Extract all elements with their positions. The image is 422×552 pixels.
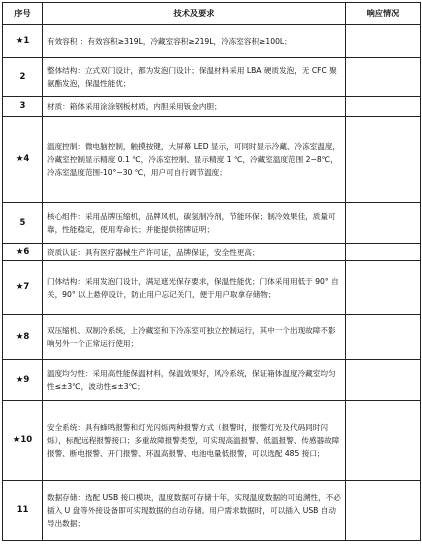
table-row xyxy=(3,203,421,244)
row-number: ★8 xyxy=(3,315,43,360)
header-row xyxy=(3,3,421,25)
row-requirement: 材质：箱体采用涂涂钢板材质，内胆采用钣金内胆； xyxy=(43,97,346,117)
row-number: 11 xyxy=(3,481,43,541)
table-row xyxy=(3,261,421,315)
row-requirement: 门体结构：采用发泡门设计，满足遮光保存要求，保温性能优；门体采用用低于 90° 自关，90° 以上悬停设计，防止用户忘记关门，便于用户取拿存储物； xyxy=(43,261,346,315)
row-requirement: 安全系统：具有蜂鸣报警和灯光闪烁两种报警方式（报警时，报警灯光及代码同时闪烁），标配远程报警接口；多重故障报警类型，可实现高温报警、低温报警、传感器故障报警、断电报警、开门报警、环温高报警、电池电量低报警，可以选配 485 接口； xyxy=(43,401,346,481)
row-response xyxy=(346,25,421,58)
row-requirement: 资质认证：具有医疗器械生产许可证，品牌保证，安全性更高； xyxy=(43,244,346,261)
table-row xyxy=(3,481,421,541)
row-number: ★4 xyxy=(3,117,43,203)
header-no: 序号 xyxy=(3,3,43,25)
table-row xyxy=(3,117,421,203)
row-response xyxy=(346,401,421,481)
row-number: ★6 xyxy=(3,244,43,261)
row-number: ★10 xyxy=(3,401,43,481)
table-row xyxy=(3,58,421,97)
row-response xyxy=(346,117,421,203)
row-number: 3 xyxy=(3,97,43,117)
table-row xyxy=(3,360,421,401)
row-response xyxy=(346,360,421,401)
row-requirement: 双压缩机、双制冷系统，上冷藏室和下冷冻室可独立控制运行，其中一个出现故障不影响另外一个正常运行使用； xyxy=(43,315,346,360)
row-requirement: 整体结构：立式双门设计，都为发泡门设计；保温材料采用 LBA 硬质发泡，无 CFC 聚氨酯发泡，保温性能优； xyxy=(43,58,346,97)
row-response xyxy=(346,244,421,261)
table-row xyxy=(3,97,421,117)
row-requirement: 温度控制：微电脑控制，触摸按键，大屏幕 LED 显示，可同时显示冷藏、冷冻室温度，冷藏室控制显示精度 0.1 ℃，冷冻室控制、显示精度 1 ℃，冷藏室温度范围 2~8℃，冷冻室温度范围-10°~30 ℃，用户可自行调节温度； xyxy=(43,117,346,203)
table-row xyxy=(3,401,421,481)
requirements-table xyxy=(2,2,421,541)
table-row xyxy=(3,315,421,360)
header-requirement: 技术及要求 xyxy=(43,3,346,25)
row-requirement: 温度均匀性：采用高性能保温材料，保温效果好，风冷系统，保证箱体温度冷藏室均匀性≤±3℃，波动性≤±3℃； xyxy=(43,360,346,401)
row-number: ★7 xyxy=(3,261,43,315)
row-response xyxy=(346,58,421,97)
table-row xyxy=(3,25,421,58)
row-requirement: 有效容积 ：有效容积≥319L，冷藏室容积≥219L，冷冻室容积≥100L； xyxy=(43,25,346,58)
row-requirement: 数据存储：选配 USB 接口模块，温度数据可存储十年，实现温度数据的可追溯性，不必插入 U 盘等外接设备即可实现数据的自动存储。用户需求数据时，可以插入 USB 自动导出数据； xyxy=(43,481,346,541)
row-number: 5 xyxy=(3,203,43,244)
row-response xyxy=(346,261,421,315)
row-response xyxy=(346,315,421,360)
table-row xyxy=(3,244,421,261)
row-response xyxy=(346,97,421,117)
row-number: ★1 xyxy=(3,25,43,58)
row-requirement: 核心组件：采用品牌压缩机，品牌风机，碳氢制冷剂，节能环保；制冷效果佳，质量可靠，性能稳定，使用寿命长；并能提供铭牌证明； xyxy=(43,203,346,244)
row-response xyxy=(346,481,421,541)
row-number: 2 xyxy=(3,58,43,97)
header-response: 响应情况 xyxy=(346,3,421,25)
row-number: ★9 xyxy=(3,360,43,401)
row-response xyxy=(346,203,421,244)
